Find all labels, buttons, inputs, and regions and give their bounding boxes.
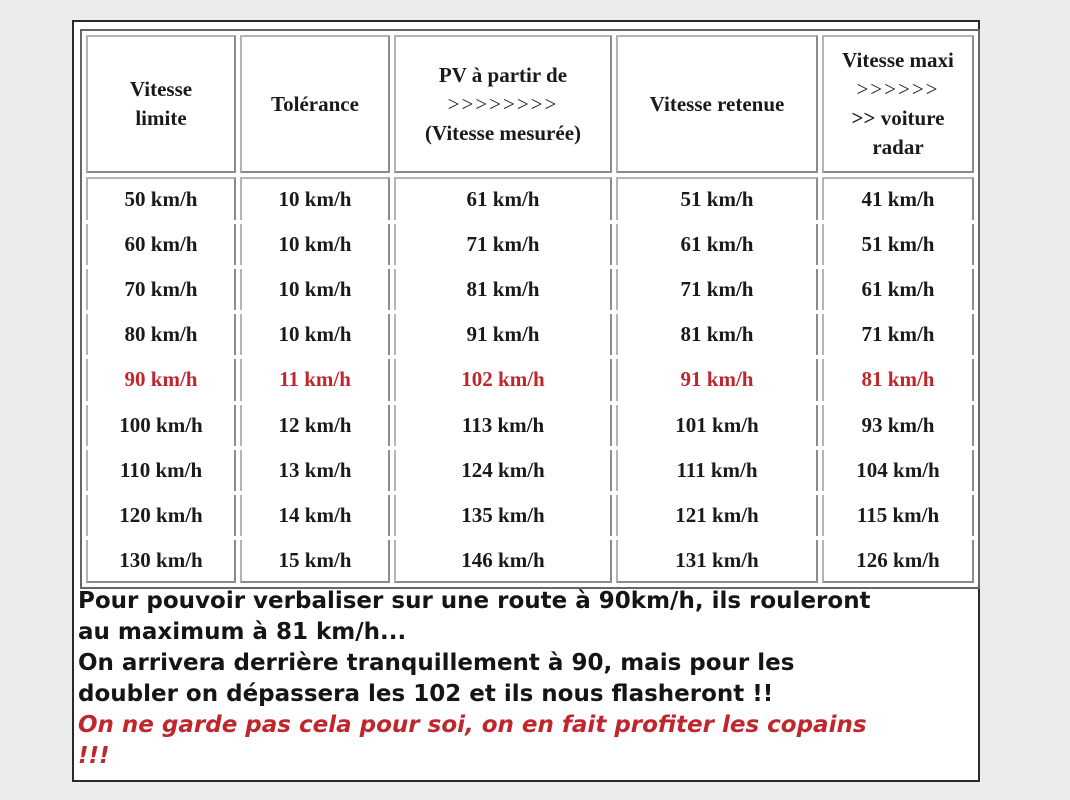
caption-line: doubler on dépassera les 102 et ils nous flasheront !! bbox=[78, 681, 774, 707]
cell-tolerance: 12 km/h bbox=[240, 405, 390, 446]
cell-tolerance: 10 km/h bbox=[240, 224, 390, 265]
cell-pv-seuil: 102 km/h bbox=[394, 359, 612, 400]
cell-vitesse-retenue: 121 km/h bbox=[616, 495, 818, 536]
cell-vitesse-retenue: 81 km/h bbox=[616, 314, 818, 355]
cell-vitesse-limite: 90 km/h bbox=[86, 359, 236, 400]
cell-vitesse-radar: 104 km/h bbox=[822, 450, 974, 491]
cell-vitesse-limite: 100 km/h bbox=[86, 405, 236, 446]
cell-tolerance: 15 km/h bbox=[240, 540, 390, 583]
table-row bbox=[86, 495, 974, 536]
table-row bbox=[86, 450, 974, 491]
cell-pv-seuil: 135 km/h bbox=[394, 495, 612, 536]
cell-vitesse-retenue: 91 km/h bbox=[616, 359, 818, 400]
table-row bbox=[86, 177, 974, 220]
table-row bbox=[86, 269, 974, 310]
cell-vitesse-retenue: 61 km/h bbox=[616, 224, 818, 265]
table-row-highlighted bbox=[86, 359, 974, 400]
header-vitesse-limite bbox=[86, 35, 236, 173]
caption-line-red: On ne garde pas cela pour soi, on en fait profiter les copains bbox=[78, 712, 867, 738]
header-line: Vitesse bbox=[129, 77, 193, 101]
cell-vitesse-radar: 93 km/h bbox=[822, 405, 974, 446]
header-arrows: >>>>>> bbox=[856, 77, 940, 101]
speed-tolerance-table bbox=[80, 29, 980, 589]
cell-vitesse-limite: 50 km/h bbox=[86, 177, 236, 220]
cell-tolerance: 14 km/h bbox=[240, 495, 390, 536]
cell-vitesse-radar: 61 km/h bbox=[822, 269, 974, 310]
cell-tolerance: 10 km/h bbox=[240, 269, 390, 310]
cell-tolerance: 11 km/h bbox=[240, 359, 390, 400]
header-line: limite bbox=[135, 106, 187, 130]
cell-vitesse-limite: 110 km/h bbox=[86, 450, 236, 491]
header-line: PV à partir de bbox=[438, 62, 568, 87]
table-row bbox=[86, 540, 974, 583]
cell-pv-seuil: 146 km/h bbox=[394, 540, 612, 583]
header-line: Vitesse retenue bbox=[649, 91, 785, 116]
caption-line-red: !!! bbox=[78, 743, 110, 769]
cell-vitesse-retenue: 111 km/h bbox=[616, 450, 818, 491]
cell-tolerance: 10 km/h bbox=[240, 177, 390, 220]
table-row bbox=[86, 314, 974, 355]
cell-vitesse-radar: 41 km/h bbox=[822, 177, 974, 220]
cell-vitesse-retenue: 71 km/h bbox=[616, 269, 818, 310]
cell-vitesse-limite: 70 km/h bbox=[86, 269, 236, 310]
cell-vitesse-radar: 51 km/h bbox=[822, 224, 974, 265]
header-tolerance bbox=[240, 35, 390, 173]
cell-tolerance: 10 km/h bbox=[240, 314, 390, 355]
cell-vitesse-retenue: 131 km/h bbox=[616, 540, 818, 583]
caption-line: On arrivera derrière tranquillement à 90, mais pour les bbox=[78, 650, 795, 676]
header-arrows: >>>>>>>> bbox=[447, 91, 559, 116]
header-line: Tolérance bbox=[271, 91, 359, 116]
header-vitesse-maxi-radar bbox=[822, 35, 974, 173]
cell-vitesse-radar: 81 km/h bbox=[822, 359, 974, 400]
cell-pv-seuil: 124 km/h bbox=[394, 450, 612, 491]
cell-vitesse-retenue: 101 km/h bbox=[616, 405, 818, 446]
header-line: (Vitesse mesurée) bbox=[424, 120, 582, 145]
cell-pv-seuil: 71 km/h bbox=[394, 224, 612, 265]
caption-text bbox=[78, 586, 958, 772]
image-card bbox=[72, 20, 980, 782]
cell-vitesse-limite: 80 km/h bbox=[86, 314, 236, 355]
cell-pv-seuil: 61 km/h bbox=[394, 177, 612, 220]
cell-pv-seuil: 91 km/h bbox=[394, 314, 612, 355]
table-row bbox=[86, 224, 974, 265]
cell-vitesse-limite: 60 km/h bbox=[86, 224, 236, 265]
cell-vitesse-limite: 130 km/h bbox=[86, 540, 236, 583]
table-row bbox=[86, 405, 974, 446]
cell-vitesse-limite: 120 km/h bbox=[86, 495, 236, 536]
cell-tolerance: 13 km/h bbox=[240, 450, 390, 491]
header-pv-a-partir-de bbox=[394, 35, 612, 173]
cell-vitesse-radar: 126 km/h bbox=[822, 540, 974, 583]
cell-vitesse-retenue: 51 km/h bbox=[616, 177, 818, 220]
caption-line: au maximum à 81 km/h... bbox=[78, 619, 407, 645]
header-line: radar bbox=[872, 135, 924, 159]
header-vitesse-retenue bbox=[616, 35, 818, 173]
cell-pv-seuil: 81 km/h bbox=[394, 269, 612, 310]
header-line: >> voiture bbox=[851, 106, 945, 130]
header-line: Vitesse maxi bbox=[842, 48, 954, 72]
caption-line: Pour pouvoir verbaliser sur une route à 90km/h, ils rouleront bbox=[78, 588, 871, 614]
cell-vitesse-radar: 71 km/h bbox=[822, 314, 974, 355]
header-row bbox=[86, 35, 974, 173]
cell-vitesse-radar: 115 km/h bbox=[822, 495, 974, 536]
cell-pv-seuil: 113 km/h bbox=[394, 405, 612, 446]
